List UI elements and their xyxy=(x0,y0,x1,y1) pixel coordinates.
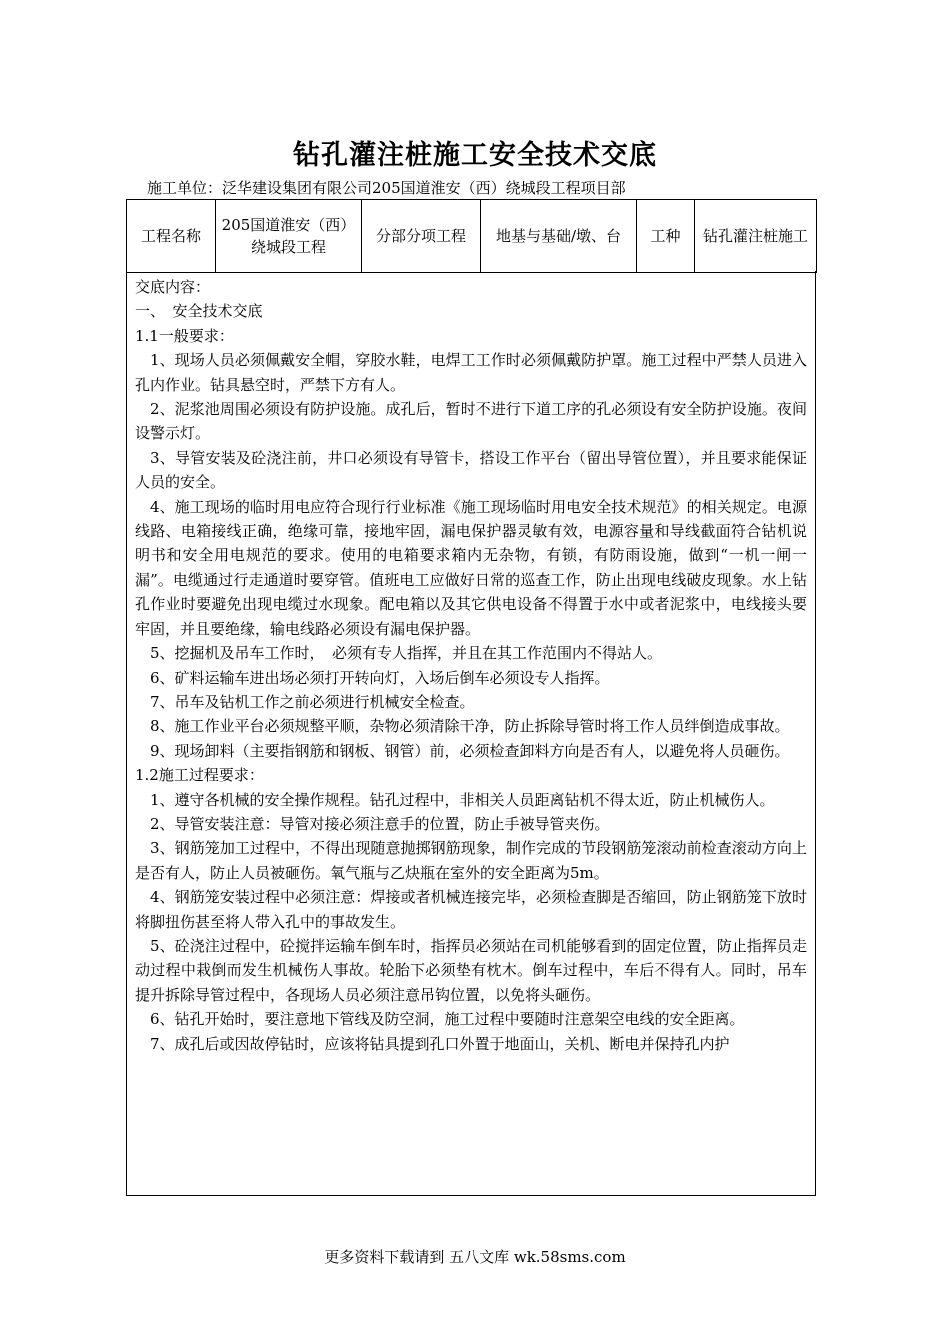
general-item: 5、挖掘机及吊车工作时， 必须有专人指挥，并且在其工作范围内不得站人。 xyxy=(150,644,663,663)
project-info-table xyxy=(126,199,817,273)
footer-link-text: 更多资料下载请到 五八文库 wk.58sms.com xyxy=(324,1248,626,1266)
process-item: 6、钻孔开始时，要注意地下管线及防空洞，施工过程中要随时注意架空电线的安全距离。 xyxy=(150,1010,745,1029)
process-item: 4、钢筋笼安装过程中必须注意：焊接或者机械连接完毕，必须检查脚是否缩回，防止钢筋笼下放时将脚扭伤甚至将人带入孔中的事故发生。 xyxy=(135,888,807,931)
process-item: 3、钢筋笼加工过程中，不得出现随意抛掷钢筋现象，制作完成的节段钢筋笼滚动前检查滚动方向上是否有人，防止人员被砸伤。氧气瓶与乙炔瓶在室外的安全距离为5m。 xyxy=(135,839,807,882)
general-item: 1、现场人员必须佩戴安全帽，穿胶水鞋，电焊工工作时必须佩戴防护罩。施工过程中严禁人员进入孔内作业。钻具悬空时，严禁下方有人。 xyxy=(135,351,807,394)
disclosure-content-box xyxy=(126,271,816,1196)
process-item: 5、砼浇注过程中，砼搅拌运输车倒车时，指挥员必须站在司机能够看到的固定位置，防止指挥员走动过程中栽倒而发生机械伤人事故。轮胎下必须垫有枕木。倒车过程中，车后不得有人。同时，吊车提升拆除导管过程中，各现场人员必须注意吊钩位置，以免将头砸伤。 xyxy=(135,936,807,1004)
subsection-heading: 1.1一般要求： xyxy=(135,326,234,345)
general-item: 2、泥浆池周围必须设有防护设施。成孔后，暂时不进行下道工序的孔必须设有安全防护设施。夜间设警示灯。 xyxy=(135,400,807,443)
document-title: 钻孔灌注桩施工安全技术交底 xyxy=(293,140,657,171)
process-item: 2、导管安装注意：导管对接必须注意手的位置，防止手被导管夹伤。 xyxy=(150,814,610,833)
general-item: 6、矿料运输车进出场必须打开转向灯，入场后倒车必须设专人指挥。 xyxy=(150,668,610,687)
content-heading: 交底内容： xyxy=(135,278,211,296)
general-item: 8、施工作业平台必须规整平顺，杂物必须清除干净，防止拆除导管时将工作人员绊倒造成事故。 xyxy=(150,717,790,736)
subproject-label: 分部分项工程 xyxy=(362,200,481,273)
subproject-value: 地基与基础/墩、台 xyxy=(481,200,637,273)
project-name-value: 205国道淮安（西）绕城段工程 xyxy=(216,200,362,273)
process-item: 1、遵守各机械的安全操作规程。钻孔过程中，非相关人员距离钻机不得太近，防止机械伤人。 xyxy=(150,790,775,809)
general-item: 7、吊车及钻机工作之前必须进行机械安全检查。 xyxy=(150,692,475,711)
subsection-heading: 1.2施工过程要求： xyxy=(135,766,264,785)
trade-label: 工种 xyxy=(637,200,695,273)
project-info-row xyxy=(127,200,817,273)
construction-unit-line: 施工单位：泛华建设集团有限公司205国道淮安（西）绕城段工程项目部 xyxy=(147,179,626,197)
general-item: 4、施工现场的临时用电应符合现行行业标准《施工现场临时用电安全技术规范》的相关规定。电源线路、电箱接线正确，绝缘可靠，接地牢固，漏电保护器灵敏有效，电源容量和导线截面符合钻机说明书和安全用电规范的要求。使用的电箱要求箱内无杂物，有锁，有防雨设施，做到“一机一闸一漏”。电缆通过行走通道时要穿管。值班电工应做好日常的巡查工作，防止出现电线破皮现象。水上钻孔作业时要避免出现电缆过水现象。配电箱以及其它供电设备不得置于水中或者泥浆中，电线接头要牢固，并且要绝缘，输电线路必须设有漏电保护器。 xyxy=(135,497,807,638)
process-item: 7、成孔后或因故停钻时，应该将钻具提到孔口外置于地面山，关机、断电并保持孔内护 xyxy=(150,1034,730,1053)
project-name-label: 工程名称 xyxy=(127,200,216,273)
section-heading: 一、 安全技术交底 xyxy=(135,302,263,321)
trade-value: 钻孔灌注桩施工 xyxy=(695,200,817,273)
general-item: 9、现场卸料（主要指钢筋和钢板、钢管）前，必须检查卸料方向是否有人，以避免将人员砸伤。 xyxy=(150,741,790,760)
general-item: 3、导管安装及砼浇注前，井口必须设有导管卡，搭设工作平台（留出导管位置），并且要求能保证人员的安全。 xyxy=(135,448,807,492)
